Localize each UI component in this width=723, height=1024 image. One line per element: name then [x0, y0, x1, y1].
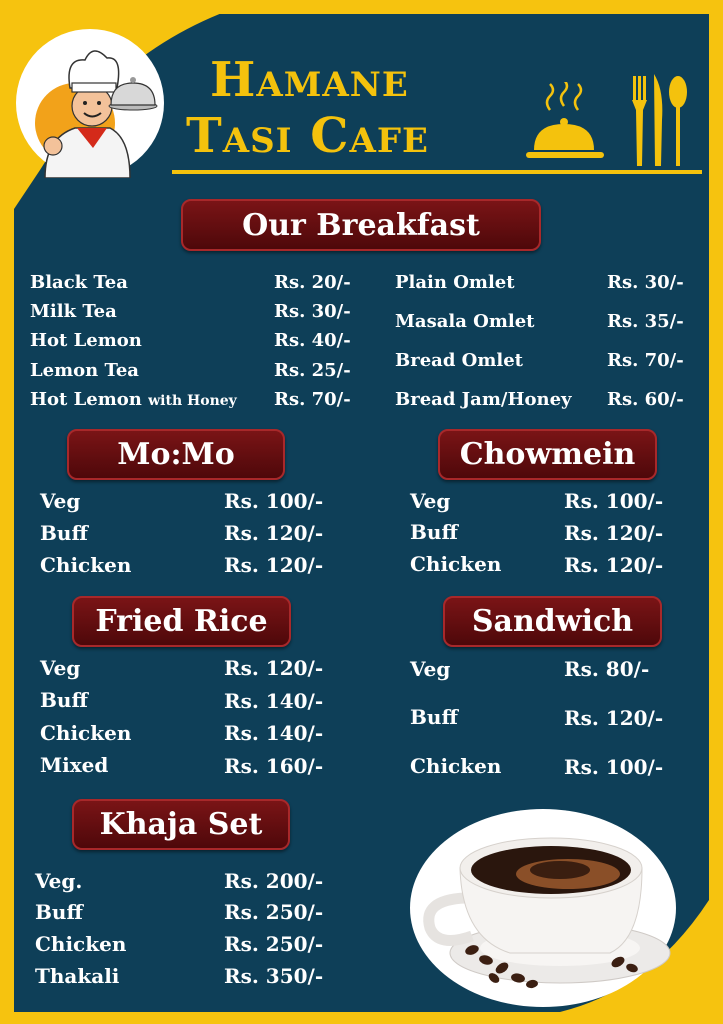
section-title-momo: Mo:Mo: [117, 437, 235, 472]
section-banner-momo: [67, 429, 285, 480]
breakfast-left-name-2: Hot Lemon: [30, 330, 142, 351]
cafe-title-line1: Hamane: [210, 52, 409, 108]
khaja-set-price-3: Rs. 350/-: [224, 964, 324, 988]
chowmein-price-0: Rs. 100/-: [564, 489, 664, 513]
chef-logo: [15, 28, 165, 178]
title-underline: [172, 170, 702, 174]
chowmein-name-2: Chicken: [410, 552, 502, 576]
coffee-cup-with-beans-icon: [410, 808, 676, 1008]
fried-rice-name-3: Mixed: [40, 753, 109, 777]
section-banner-breakfast: [181, 199, 541, 251]
section-title-fried-rice: Fried Rice: [95, 604, 268, 639]
khaja-set-price-0: Rs. 200/-: [224, 869, 324, 893]
fried-rice-price-1: Rs. 140/-: [224, 689, 324, 713]
breakfast-left-price-4: Rs. 70/-: [274, 389, 351, 410]
serving-cloche-icon: [522, 82, 607, 164]
section-title-chowmein: Chowmein: [459, 437, 636, 472]
cafe-title-line2: Tasi Cafe: [186, 108, 429, 164]
khaja-set-price-1: Rs. 250/-: [224, 900, 324, 924]
breakfast-left-name-1: Milk Tea: [30, 301, 117, 322]
breakfast-left-price-0: Rs. 20/-: [274, 272, 351, 293]
momo-price-2: Rs. 120/-: [224, 553, 324, 577]
fried-rice-name-2: Chicken: [40, 721, 132, 745]
fried-rice-name-0: Veg: [40, 656, 81, 680]
breakfast-right-name-3: Bread Jam/Honey: [395, 389, 572, 410]
breakfast-left-price-1: Rs. 30/-: [274, 301, 351, 322]
sandwich-price-1: Rs. 120/-: [564, 706, 664, 730]
chowmein-price-1: Rs. 120/-: [564, 521, 664, 545]
breakfast-left-name-4-main: Hot Lemon: [30, 389, 142, 410]
breakfast-right-name-1: Masala Omlet: [395, 311, 535, 332]
section-banner-khaja-set: [72, 799, 290, 850]
breakfast-right-name-2: Bread Omlet: [395, 350, 523, 371]
khaja-set-price-2: Rs. 250/-: [224, 932, 324, 956]
sandwich-name-0: Veg: [410, 657, 451, 681]
breakfast-right-name-0: Plain Omlet: [395, 272, 515, 293]
momo-name-0: Veg: [40, 489, 81, 513]
chowmein-name-0: Veg: [410, 489, 451, 513]
section-title-khaja-set: Khaja Set: [99, 807, 263, 842]
fried-rice-price-2: Rs. 140/-: [224, 721, 324, 745]
sandwich-price-2: Rs. 100/-: [564, 755, 664, 779]
section-banner-sandwich: [443, 596, 662, 647]
momo-name-2: Chicken: [40, 553, 132, 577]
section-title-breakfast: Our Breakfast: [242, 207, 480, 243]
khaja-set-name-1: Buff: [35, 900, 83, 924]
section-title-sandwich: Sandwich: [471, 604, 634, 639]
chowmein-name-1: Buff: [410, 520, 458, 544]
fried-rice-price-0: Rs. 120/-: [224, 656, 324, 680]
sandwich-name-2: Chicken: [410, 754, 502, 778]
fried-rice-name-1: Buff: [40, 688, 88, 712]
breakfast-right-price-1: Rs. 35/-: [607, 311, 684, 332]
breakfast-right-price-0: Rs. 30/-: [607, 272, 684, 293]
section-banner-fried-rice: [72, 596, 291, 647]
fried-rice-price-3: Rs. 160/-: [224, 754, 324, 778]
breakfast-left-name-3: Lemon Tea: [30, 360, 139, 381]
breakfast-left-name-4: [30, 389, 237, 410]
momo-price-0: Rs. 100/-: [224, 489, 324, 513]
momo-price-1: Rs. 120/-: [224, 521, 324, 545]
khaja-set-name-2: Chicken: [35, 932, 127, 956]
chowmein-price-2: Rs. 120/-: [564, 553, 664, 577]
chef-holding-cloche-icon: [15, 28, 165, 178]
khaja-set-name-3: Thakali: [35, 964, 120, 988]
sandwich-price-0: Rs. 80/-: [564, 657, 650, 681]
breakfast-right-price-3: Rs. 60/-: [607, 389, 684, 410]
fork-knife-spoon-icon: [630, 70, 690, 168]
breakfast-left-price-3: Rs. 25/-: [274, 360, 351, 381]
breakfast-left-name-4-suffix: with Honey: [148, 393, 237, 409]
breakfast-left-name-0: Black Tea: [30, 272, 128, 293]
breakfast-left-price-2: Rs. 40/-: [274, 330, 351, 351]
khaja-set-name-0: Veg.: [35, 869, 83, 893]
section-banner-chowmein: [438, 429, 657, 480]
momo-name-1: Buff: [40, 521, 88, 545]
breakfast-right-price-2: Rs. 70/-: [607, 350, 684, 371]
sandwich-name-1: Buff: [410, 705, 458, 729]
